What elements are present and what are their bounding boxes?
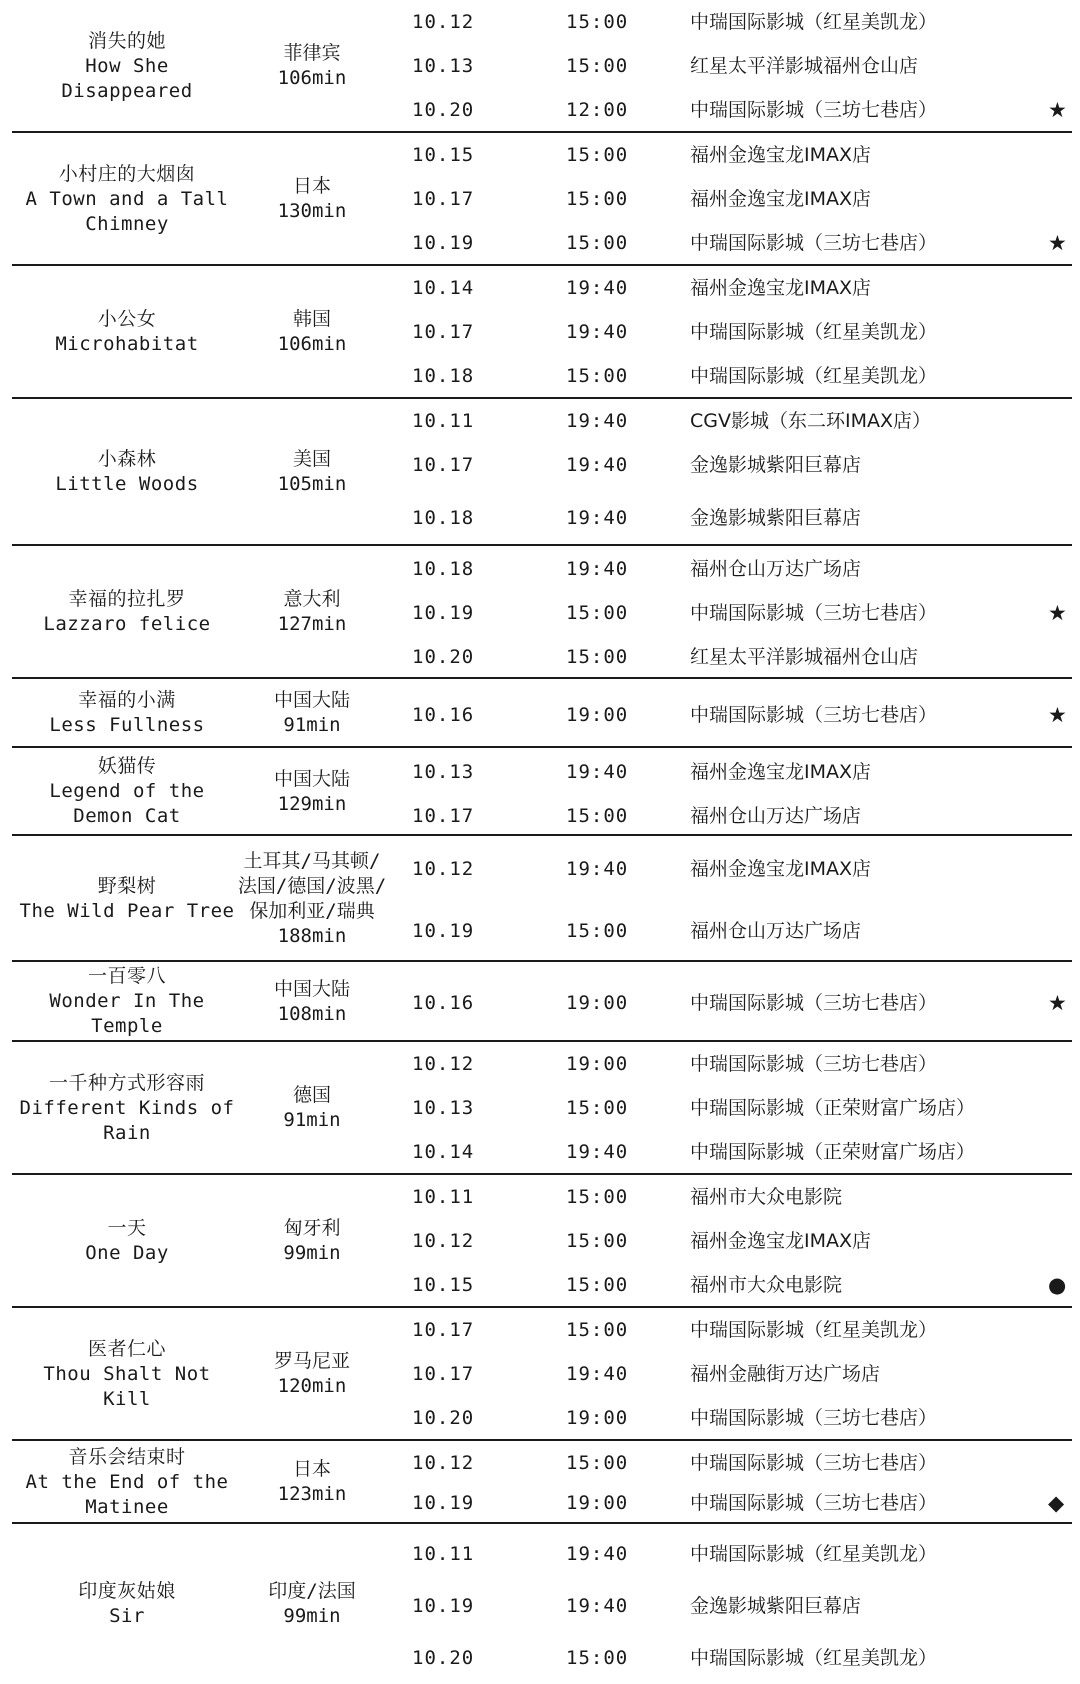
showtime-row [12,855,1072,883]
film-block [12,962,1072,1041]
star-icon: ★ [1048,601,1067,625]
show-time: 19:40 [566,507,629,529]
film-block [12,1524,1072,1684]
showtime-row [12,96,1072,124]
showtime-row [12,1360,1072,1388]
film-country: 土耳其/马其顿/ [243,849,381,872]
show-time: 19:40 [566,410,629,432]
film-block [12,399,1072,545]
film-title-en: Wonder In The [49,990,205,1012]
show-venue: 中瑞国际影城（红星美凯龙） [690,365,938,387]
film-runtime: 91min [283,714,341,736]
film-country: 中国大陆 [273,689,350,711]
film-block [12,133,1072,265]
star-icon: ★ [1048,231,1067,255]
showtime-row [12,701,1072,729]
show-date: 10.17 [412,321,475,343]
show-venue: 中瑞国际影城（三坊七巷店） [690,232,938,254]
show-venue: 红星太平洋影城福州仓山店 [690,646,919,668]
show-time: 19:40 [566,321,629,343]
showtime-row [12,318,1072,346]
showtime-row [12,229,1072,257]
showtime-row [12,141,1072,169]
show-date: 10.17 [412,1319,475,1341]
show-venue: 福州市大众电影院 [690,1186,843,1208]
film-block [12,546,1072,678]
film-runtime: 106min [277,67,347,89]
row-divider [12,397,1072,399]
row-divider [12,1040,1072,1042]
showtime-row [12,989,1072,1017]
film-runtime: 99min [283,1242,341,1264]
show-venue: 福州金逸宝龙IMAX店 [690,144,872,166]
showtime-row [12,1316,1072,1344]
showtime-row [12,555,1072,583]
show-date: 10.20 [412,99,475,121]
film-country: 法国/德国/波黑/ [237,874,387,897]
show-venue: 中瑞国际影城（三坊七巷店） [690,992,938,1014]
show-date: 10.16 [412,704,475,726]
show-date: 10.20 [412,1407,475,1429]
show-venue: 中瑞国际影城（三坊七巷店） [690,704,938,726]
film-block [12,748,1072,835]
film-country: 菲律宾 [283,42,341,64]
show-date: 10.11 [412,410,475,432]
showtime-row [12,917,1072,945]
show-date: 10.15 [412,1274,475,1296]
show-venue: 中瑞国际影城（红星美凯龙） [690,1647,938,1669]
show-date: 10.11 [412,1186,475,1208]
showtime-row [12,1644,1072,1672]
diamond-icon: ◆ [1048,1491,1065,1515]
show-venue: 福州金逸宝龙IMAX店 [690,858,872,880]
film-title-en: One Day [85,1242,169,1264]
show-date: 10.14 [412,277,475,299]
show-venue: 中瑞国际影城（红星美凯龙） [690,1319,938,1341]
show-time: 15:00 [566,602,629,624]
show-date: 10.12 [412,858,475,880]
show-time: 15:00 [566,920,629,942]
show-time: 15:00 [566,1230,629,1252]
film-country: 保加利亚/瑞典 [249,899,375,922]
film-runtime: 188min [277,924,347,947]
showtime-row [12,643,1072,671]
show-venue: 福州金逸宝龙IMAX店 [690,1230,872,1252]
showtime-row [12,802,1072,830]
film-runtime: 91min [283,1109,341,1131]
film-title-en: Legend of the [49,780,205,802]
film-title-zh: 一百零八 [87,965,166,987]
showtime-row [12,362,1072,390]
show-date: 10.19 [412,602,475,624]
film-title-en: Lazzaro felice [43,613,211,635]
showtime-row [12,1094,1072,1122]
showtime-row [12,274,1072,302]
show-date: 10.11 [412,1543,475,1565]
star-icon: ★ [1048,98,1067,122]
film-block [12,679,1072,747]
film-title-en: Sir [109,1605,145,1627]
show-time: 19:40 [566,761,629,783]
show-time: 19:40 [566,858,629,880]
show-venue: 中瑞国际影城（三坊七巷店） [690,1053,938,1075]
film-title-zh: 妖猫传 [97,755,157,777]
film-title-en: Demon Cat [73,805,181,827]
show-venue: 中瑞国际影城（三坊七巷店） [690,1492,938,1514]
film-title-zh: 小村庄的大烟囱 [58,162,196,185]
dot-icon: ● [1048,1273,1067,1297]
film-title-en: Kill [103,1387,151,1410]
show-date: 10.17 [412,1363,475,1385]
show-venue: 中瑞国际影城（红星美凯龙） [690,321,938,343]
film-runtime: 129min [277,792,347,815]
film-country: 韩国 [292,308,331,330]
film-country: 中国大陆 [273,977,350,1000]
show-time: 19:00 [566,704,629,726]
film-title-zh: 小森林 [97,448,157,470]
film-title-en: Different Kinds of [19,1096,235,1119]
showtime-row [12,1449,1072,1477]
row-divider [12,746,1072,748]
show-venue: 中瑞国际影城（三坊七巷店） [690,602,938,624]
show-venue: 中瑞国际影城（正荣财富广场店） [690,1097,976,1119]
show-date: 10.19 [412,1595,475,1617]
film-block [12,0,1072,132]
showtime-row [12,1183,1072,1211]
film-runtime: 130min [277,200,347,222]
film-runtime: 123min [277,1483,347,1505]
show-date: 10.19 [412,232,475,254]
showtime-row [12,1592,1072,1620]
showtime-row [12,1138,1072,1166]
film-country: 日本 [292,1458,331,1480]
row-divider [12,1522,1072,1524]
show-date: 10.12 [412,1053,475,1075]
show-time: 19:40 [566,1543,629,1565]
show-time: 15:00 [566,1452,629,1474]
show-time: 19:40 [566,454,629,476]
show-time: 12:00 [566,99,629,121]
film-runtime: 106min [277,333,347,355]
film-title-zh: 一千种方式形容雨 [48,1071,205,1094]
film-title-en: Less Fullness [49,714,205,736]
row-divider [12,960,1072,962]
show-venue: 福州金逸宝龙IMAX店 [690,761,872,783]
showtime-row [12,758,1072,786]
show-time: 15:00 [566,1647,629,1669]
showtime-row [12,1050,1072,1078]
show-venue: 金逸影城紫阳巨幕店 [690,507,862,529]
film-title-en: At the End of the [25,1470,229,1493]
show-venue: 福州金融街万达广场店 [690,1363,881,1385]
show-venue: 中瑞国际影城（正荣财富广场店） [690,1141,976,1163]
show-time: 19:00 [566,1407,629,1429]
show-date: 10.18 [412,558,475,580]
show-time: 15:00 [566,144,629,166]
show-time: 15:00 [566,1319,629,1341]
film-country: 匈牙利 [283,1217,341,1239]
show-time: 15:00 [566,1186,629,1208]
film-country: 意大利 [283,588,341,610]
show-date: 10.17 [412,805,475,827]
film-block [12,1042,1072,1174]
row-divider [12,264,1072,266]
show-venue: 中瑞国际影城（红星美凯龙） [690,11,938,33]
show-date: 10.16 [412,992,475,1014]
show-venue: 中瑞国际影城（三坊七巷店） [690,1407,938,1429]
show-time: 15:00 [566,646,629,668]
show-time: 19:40 [566,1141,629,1163]
star-icon: ★ [1048,703,1067,727]
show-time: 19:40 [566,277,629,299]
film-title-en: Temple [91,1015,163,1037]
showtime-row [12,185,1072,213]
film-title-en: Little Woods [55,473,199,495]
showtime-row [12,8,1072,36]
film-title-zh: 一天 [107,1217,147,1239]
film-block [12,836,1072,961]
film-runtime: 108min [277,1002,347,1025]
film-title-en: How She [85,54,169,77]
row-divider [12,1439,1072,1441]
show-venue: 福州金逸宝龙IMAX店 [690,188,872,210]
show-date: 10.12 [412,1230,475,1252]
showtime-row [12,1489,1072,1517]
show-venue: 红星太平洋影城福州仓山店 [690,55,919,77]
show-time: 15:00 [566,805,629,827]
show-time: 19:00 [566,992,629,1014]
show-venue: 福州仓山万达广场店 [690,805,862,827]
show-date: 10.14 [412,1141,475,1163]
row-divider [12,677,1072,679]
film-block [12,1441,1072,1523]
show-date: 10.12 [412,11,475,33]
show-date: 10.15 [412,144,475,166]
show-venue: 中瑞国际影城（三坊七巷店） [690,99,938,121]
show-venue: 福州仓山万达广场店 [690,558,862,580]
star-icon: ★ [1048,991,1067,1015]
film-title-zh: 消失的她 [87,29,166,52]
show-date: 10.20 [412,646,475,668]
show-date: 10.13 [412,1097,475,1119]
show-venue: 福州市大众电影院 [690,1274,843,1296]
showtime-row [12,1540,1072,1568]
show-time: 19:40 [566,1363,629,1385]
film-runtime: 120min [277,1375,347,1397]
show-date: 10.19 [412,920,475,942]
show-venue: CGV影城（东二环IMAX店） [690,410,931,432]
film-title-zh: 野梨树 [97,874,157,897]
film-title-en: Rain [103,1121,151,1144]
showtime-row [12,1404,1072,1432]
showtime-row [12,504,1072,532]
show-venue: 福州仓山万达广场店 [690,920,862,942]
film-title-en: Thou Shalt Not [43,1362,211,1385]
film-block [12,266,1072,398]
show-date: 10.19 [412,1492,475,1514]
show-venue: 中瑞国际影城（三坊七巷店） [690,1452,938,1474]
show-date: 10.13 [412,761,475,783]
show-date: 10.18 [412,365,475,387]
show-time: 19:00 [566,1053,629,1075]
film-title-zh: 幸福的拉扎罗 [68,588,186,610]
film-block [12,1308,1072,1440]
show-date: 10.12 [412,1452,475,1474]
film-block [12,1175,1072,1307]
film-country: 德国 [292,1084,331,1106]
showtime-row [12,599,1072,627]
showtime-row [12,1271,1072,1299]
show-venue: 金逸影城紫阳巨幕店 [690,1595,862,1617]
film-country: 日本 [292,175,331,197]
film-title-en: Chimney [85,212,169,235]
row-divider [12,131,1072,133]
row-divider [12,1306,1072,1308]
row-divider [12,1173,1072,1175]
show-date: 10.17 [412,454,475,476]
film-title-en: Disappeared [61,79,193,102]
showtime-row [12,1227,1072,1255]
film-runtime: 105min [277,473,347,495]
show-time: 19:00 [566,1492,629,1514]
film-title-zh: 音乐会结束时 [68,1445,186,1468]
film-title-en: A Town and a Tall [25,187,229,210]
film-country: 中国大陆 [273,767,350,790]
show-time: 15:00 [566,188,629,210]
film-runtime: 99min [283,1605,341,1627]
show-date: 10.20 [412,1647,475,1669]
show-date: 10.13 [412,55,475,77]
show-venue: 中瑞国际影城（红星美凯龙） [690,1543,938,1565]
show-venue: 福州金逸宝龙IMAX店 [690,277,872,299]
film-title-en: Microhabitat [55,333,199,355]
film-country: 罗马尼亚 [273,1350,350,1372]
show-time: 15:00 [566,365,629,387]
film-title-en: Matinee [85,1495,169,1518]
show-time: 19:40 [566,558,629,580]
show-venue: 金逸影城紫阳巨幕店 [690,454,862,476]
showtime-row [12,451,1072,479]
row-divider [12,544,1072,546]
film-title-zh: 印度灰姑娘 [78,1580,176,1602]
film-country: 印度/法国 [268,1580,356,1602]
film-title-zh: 小公女 [97,308,157,330]
film-title-zh: 医者仁心 [87,1337,166,1360]
film-title-zh: 幸福的小满 [78,689,176,711]
row-divider [12,834,1072,836]
show-time: 19:40 [566,1595,629,1617]
show-time: 15:00 [566,1097,629,1119]
show-date: 10.18 [412,507,475,529]
film-title-en: The Wild Pear Tree [19,899,235,922]
showtime-row [12,52,1072,80]
show-time: 15:00 [566,55,629,77]
film-runtime: 127min [277,613,347,635]
show-time: 15:00 [566,1274,629,1296]
showtime-row [12,407,1072,435]
show-time: 15:00 [566,11,629,33]
show-date: 10.17 [412,188,475,210]
show-time: 15:00 [566,232,629,254]
film-country: 美国 [292,448,331,470]
